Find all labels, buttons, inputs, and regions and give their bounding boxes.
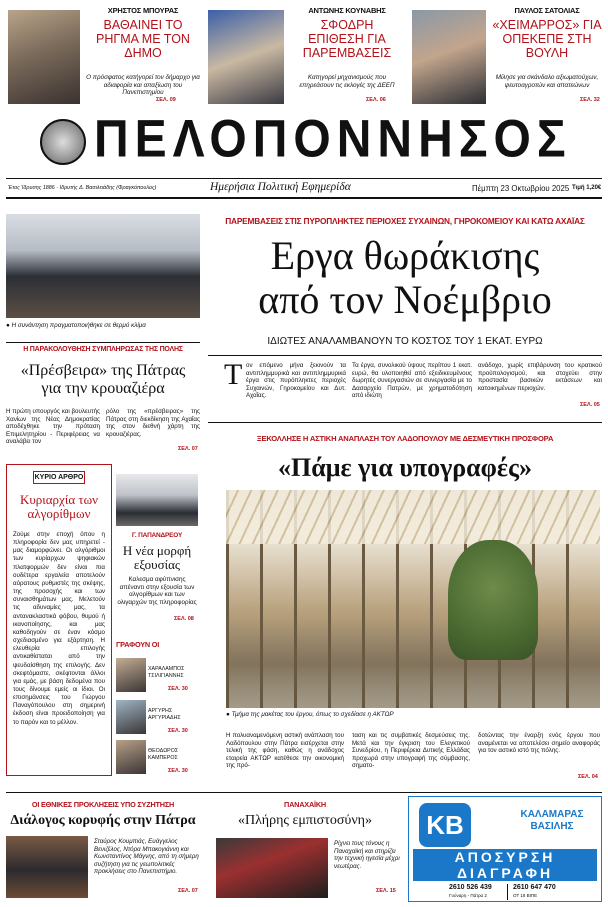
group-photo (6, 214, 200, 318)
lead-subhead: ΙΔΙΩΤΕΣ ΑΝΑΛΑΜΒΑΝΟΥΝ ΤΟ ΚΟΣΤΟΣ ΤΟΥ 1 ΕΚΑΤ. ΕΥΡΩ (267, 336, 543, 347)
left-story-headline-1: «Πρέσβειρα» της Πάτρας (20, 362, 186, 379)
middle-author: Γ. ΠΑΠΑΝΔΡΕΟΥ (131, 532, 183, 539)
issue-price: Τιμή 1,20€ (572, 185, 602, 191)
columnist-photo (116, 700, 146, 734)
bottom-mid-text: Ρίχνει τους τόνους η Παναχαϊκή και στηρίζει την τεχνική ηγεσία μέχρι νεωτέρας. (334, 840, 400, 870)
second-lead-kicker: ΞΕΚΟΛΛΗΣΕ Η ΑΣΤΙΚΗ ΑΝΑΠΛΑΣΗ ΤΟΥ ΛΑΔΟΠΟΥΛΟΥ ΜΕ ΔΕΣΜΕΥΤΙΚΗ ΠΡΟΣΦΟΡΑ (256, 434, 554, 443)
columnist-page: ΣΕΛ. 30 (168, 728, 188, 734)
editorial-label: ΚΥΡΙΟ ΑΡΘΡΟ (33, 471, 85, 484)
left-story-rule (6, 342, 200, 343)
bottom-left-kicker: ΟΙ ΕΘΝΙΚΕΣ ΠΡΟΚΛΗΣΕΙΣ ΥΠΟ ΣΥΖΗΤΗΣΗ (31, 800, 175, 809)
ad-addr-1: Γούναρη - Πάτρα 2 (449, 893, 487, 898)
left-story-kicker: Η ΠΑΡΑΚΟΛΟΥΘΗΣΗ ΣΥΜΠΛΗΡΩΣΑΣ ΤΗΣ ΠΟΛΗΣ (23, 346, 183, 353)
left-story-headline-2: για την κρουαζιέρα (41, 380, 165, 397)
issue-date: Πέμπτη 23 Οκτωβρίου 2025 (472, 184, 570, 193)
middle-page-ref: ΣΕΛ. 08 (174, 616, 194, 622)
lead-col-3: ανάδοχο, χωρίς επιβάρυνση του κρατικού προϋπολογισμού, και στοχεύει στην προστασία βασικών εκτάσεων και κατοικημένων περιοχών. (478, 362, 602, 392)
middle-photo (116, 474, 198, 526)
bottom-rule (6, 792, 602, 793)
page-ref: ΣΕΛ. 06 (366, 97, 386, 103)
lead-rule (208, 355, 602, 356)
lead-headline-1: Εργα θωράκισης (270, 233, 540, 278)
second-lead-col-3: δοτώντας την έναρξη ενός έργου που αναμένεται να αποτελέσει σημείο αναφοράς για τον αστικό ιστό της πόλης. (478, 732, 600, 754)
top-story-2 (206, 4, 404, 104)
ad-addr-2: ΟΤ 18 ΒΙΠΕ (513, 893, 538, 898)
masthead-title: ΠΕΛΟΠΟΝΝΗΣΟΣ (94, 110, 572, 169)
top-story-1 (6, 4, 200, 104)
station-tree (448, 540, 538, 660)
author-name: ΑΝΤΩΝΗΣ ΚΟΥΝΑΒΗΣ (308, 6, 386, 15)
lead-page-ref: ΣΕΛ. 05 (580, 402, 600, 408)
bottom-mid-kicker: ΠΑΝΑΧΑΪΚΗ (284, 800, 326, 809)
top-story-3 (410, 4, 604, 104)
left-story-col-2: ρόλο της «πρέσβειρας» της Πάτρας στη διεκδίκηση της Αχαΐας της στον διεθνή χάρτη της κρουαζιέρας. (106, 408, 200, 438)
ad-logo-letters: ΚΒ (426, 810, 464, 840)
bottom-left-photo (6, 836, 88, 898)
ad-phone-1: 2610 526 439 (449, 884, 492, 891)
ad-line-2: ΔΙΑΓΡΑΦΗ (456, 865, 554, 881)
photo-caption-text: Η συνάντηση πραγματοποιήθηκε σε θερμό κλίμα (11, 322, 146, 329)
bottom-mid-photo (216, 838, 328, 898)
page-ref: ΣΕΛ. 32 (580, 97, 600, 103)
lead-col-1: ον επόμενο μήνα ξεκινούν τα αντιπλημμυρικά και αντιπλημμυρικά έργα στις πυρόπληκτες περιοχές Συχαινών, Γηροκομείου και Δυτ. Αχαΐας. (246, 362, 346, 399)
story-text: Μίλησε για σκάνδαλο αξιωματούχων, ψευτοαγροτών και απατεώνων (495, 74, 599, 89)
photo-caption: ● Η συνάντηση πραγματοποιήθηκε σε θερμό κλίμα (6, 322, 146, 329)
ad-phone-2: 2610 647 470 (513, 884, 556, 891)
editorial-text: Ζούμε στην εποχή όπου η πληροφορία δεν μας υπηρετεί - μας διαμορφώνει. Οι αλγόριθμοι των κυρίαρχων ψηφιακών πλατφορμών δεν είναι πια ουδέτερα εργαλεία αποτελούν αόρατους ρυθμιστές της σκέψης, της προσοχής και των συναισθημάτων μας. Μελετούν τις αδυναμίες μας, τα αντανακλαστικά φόβου, θυμού ή ικανοποίησης, και μας καθοδηγούν σε έναν κόσμο σχεδιασμένο για εξάρτηση. Η ελευθερία επιλογής αντικαθίσταται από την ψευδαίσθηση της επιλογής. Δεν σκεφτόμαστε, σκέφτονται άλλοι για εμάς, με βάση δεδομένα που τους δίνουμε εμείς οι ίδιοι. Οι επισημάνσεις του Γιώργου Παναγόπουλου στη σημερινή έκδοση είναι προειδοποίηση για το παρόν και το μέλλον. (13, 531, 105, 726)
photo-caption: ● Τμήμα της μακέτας του έργου, όπως το σχεδίασε η ΑΚΤΩΡ (226, 711, 394, 718)
portrait-photo (412, 10, 486, 104)
photo-caption-text: Τμήμα της μακέτας του έργου, όπως το σχεδίασε η ΑΚΤΩΡ (231, 711, 394, 718)
ad-logo-icon (419, 803, 471, 847)
second-lead-col-1: Η πολυαναμενόμενη αστική ανάπλαση του Λαδόπουλου στην Πάτρα εισέρχεται στην τελική της φάση, καθώς η ανάδοχος εταιρεία ΑΚΤΩΡ κατέθεσε την οικονομική της πρό- (226, 732, 344, 769)
columnist-name: ΘΕΟΔΩΡΟΣ ΚΑΜΠΕΡΟΣ (148, 748, 179, 761)
ad-brand-2: ΒΑΣΙΛΗΣ (530, 821, 574, 832)
masthead-rule-bottom (6, 197, 602, 199)
columnist-name: ΑΡΓΥΡΗΣ ΑΡΓΥΡΙΑΔΗΣ (148, 708, 181, 721)
story-text: Κατηγορεί μηχανισμούς που επηρεάσουν τις εκλογές της ΔΕΕΠ (299, 74, 395, 89)
masthead-rule (6, 178, 602, 179)
second-lead-col-2: ταση και τις συμβατικές δεσμεύσεις της. Μετά και την έγκριση του Ελεγκτικού Συνεδρίου, η Περιφέρεια Δυτικής Ελλάδας προχωρά στην υπογραφή της σύμβασης, σηματο- (352, 732, 470, 769)
left-story-page-ref: ΣΕΛ. 07 (178, 446, 198, 452)
bottom-mid-headline: «Πλήρης εμπιστοσύνη» (238, 813, 372, 828)
columnists-label: ΓΡΑΦΟΥΝ ΟΙ (116, 640, 160, 649)
masthead-logo (40, 119, 86, 165)
author-name: ΧΡΗΣΤΟΣ ΜΠΟΥΡΑΣ (107, 6, 179, 15)
bottom-left-text: Σταύρος Κουμπιάς, Ευάγγελος Βενιζέλος, Ντόρα Μπακογιάννη και Κωνσταντίνος Μάγνης, από τη σήμερη συζήτηση για τις γεωπολιτικές προκλήσεις στο Πανεπιστήμιο. (94, 838, 199, 875)
story-title: ΒΑΘΑΙΝΕΙ ΤΟ ΡΗΓΜΑ ΜΕ ΤΟΝ ΔΗΜΟ (96, 18, 190, 60)
columnist-photo (116, 740, 146, 774)
middle-headline: Η νέα μορφή εξουσίας (122, 543, 192, 572)
second-lead-headline: «Πάμε για υπογραφές» (278, 453, 532, 482)
paper-subtitle: Ημερήσια Πολιτική Εφημερίδα (210, 181, 351, 193)
ad-line-1: ΑΠΟΣΥΡΣΗ (454, 849, 556, 865)
station-roof (226, 490, 600, 544)
second-lead-rule (208, 422, 602, 423)
bottom-left-page-ref: ΣΕΛ. 07 (178, 888, 198, 894)
second-lead-page-ref: ΣΕΛ. 04 (578, 774, 598, 780)
portrait-photo (8, 10, 80, 104)
columnist-page: ΣΕΛ. 30 (168, 686, 188, 692)
founding-line: Έτος Ίδρυσης 1886 · Ιδρυτής Δ. Βασιλειάδης (Φραγκόπουλος) (8, 185, 157, 191)
lead-dropcap: Τ (224, 358, 243, 391)
lead-kicker: ΠΑΡΕΜΒΑΣΕΙΣ ΣΤΙΣ ΠΥΡΟΠΛΗΚΤΕΣ ΠΕΡΙΟΧΕΣ ΣΥΧΑΙΝΩΝ, ΓΗΡΟΚΟΜΕΙΟΥ ΚΑΙ ΚΑΤΩ ΑΧΑΪΑΣ (225, 216, 585, 226)
middle-text: Καλεσμα αφύπνισης απέναντι στην εξουσία των αλγορίθμων και των ολιγαρχών της πληροφορίας (117, 576, 197, 606)
page-ref: ΣΕΛ. 09 (156, 97, 176, 103)
ad-divider (507, 884, 508, 900)
columnist-name: ΧΑΡΑΛΑΜΠΟΣ ΤΣΙΛΙΓΙΑΝΝΗΣ (148, 666, 185, 679)
editorial-box (6, 464, 112, 776)
editorial-title: Κυριαρχία των αλγορίθμων (19, 492, 99, 521)
story-title: «ΧΕΙΜΑΡΡΟΣ» ΓΙΑ ΟΠΕΚΕΠΕ ΣΤΗ ΒΟΥΛΗ (492, 18, 602, 60)
portrait-photo (208, 10, 284, 104)
left-story-col-1: Η πρώτη υπουργός και βουλευτής Χανίων της Νέας Δημοκρατίας αποδέχθηκε την πρόταση Επιμελητηρίου - Περιφέρειας να αναλάβει τον (6, 408, 100, 445)
story-title: ΣΦΟΔΡΗ ΕΠΙΘΕΣΗ ΓΙΑ ΠΑΡΕΜΒΑΣΕΙΣ (302, 18, 392, 60)
bottom-left-headline: Διάλογος κορυφής στην Πάτρα (10, 813, 196, 828)
story-text: Ο πρόσφατος κατήγορεί τον δήμαρχο για αδιαφορία και απαξίωση του Πανεπιστημίου (86, 74, 200, 97)
columnist-page: ΣΕΛ. 30 (168, 768, 188, 774)
lead-headline-2: από τον Νοέμβριο (258, 277, 552, 322)
columnist-photo (116, 658, 146, 692)
advertisement (408, 796, 602, 902)
bottom-mid-page-ref: ΣΕΛ. 15 (376, 888, 396, 894)
author-name: ΠΑΥΛΟΣ ΣΑΤΟΛΙΑΣ (514, 6, 580, 15)
lead-col-2: Τα έργα, συνολικού ύψους περίπου 1 εκατ. ευρώ, θα υλοποιηθεί από εξειδικευμένους δωρητές συνεργασιών σε συνεργασία με το Δασαρχείο Πατρών, με χρηματοδότηση από ιδιώτη (352, 362, 472, 399)
ad-brand-1: ΚΑΛΑΜΑΡΑΣ (520, 809, 584, 820)
